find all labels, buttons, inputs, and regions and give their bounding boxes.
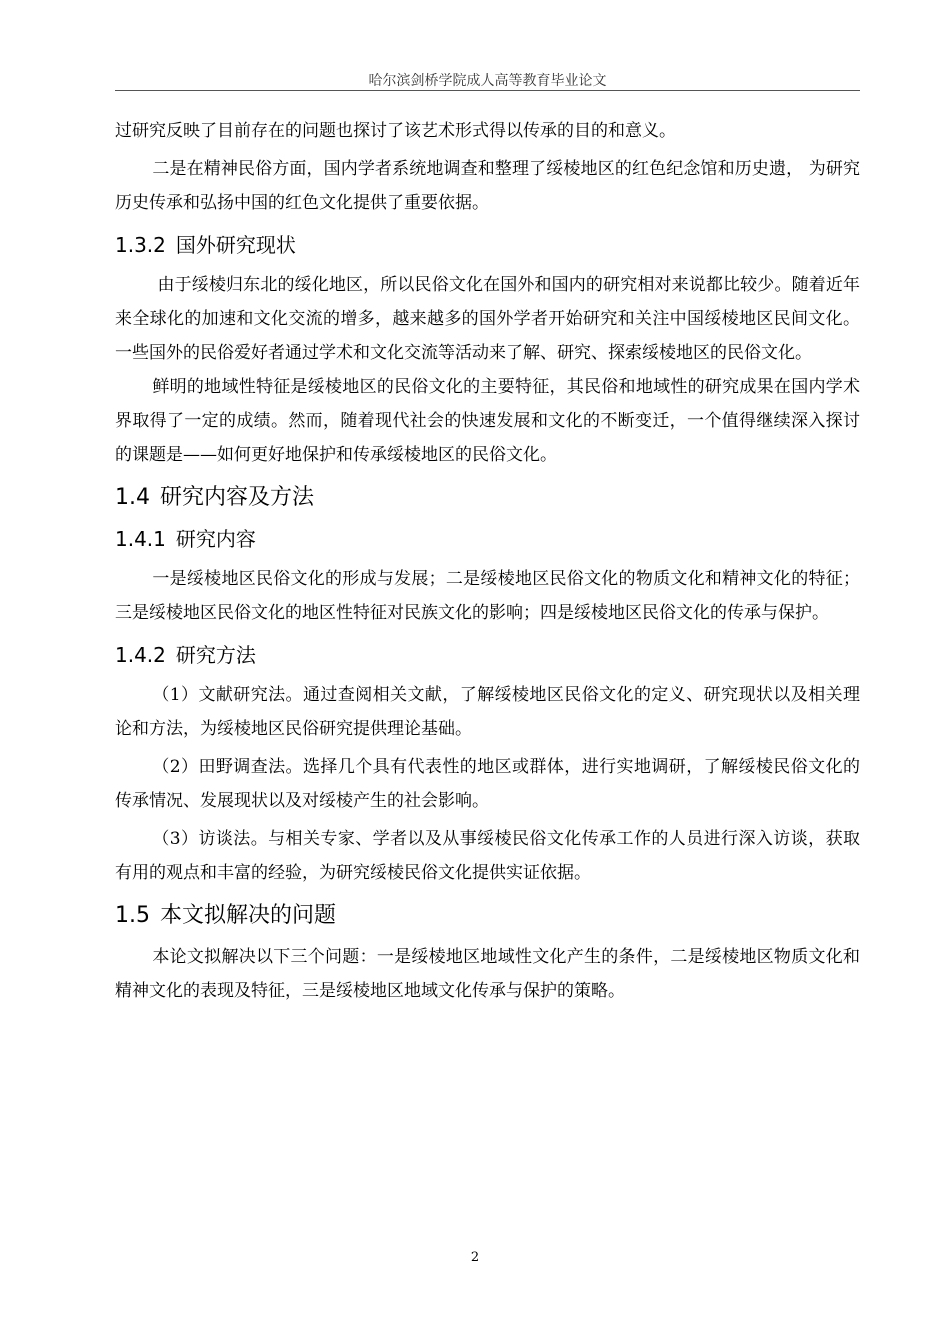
heading-1-3-2 [115, 230, 860, 260]
heading-title: 研究方法 [175, 643, 256, 667]
header-divider [115, 90, 860, 91]
paragraph-continued: 过研究反映了目前存在的问题也探讨了该艺术形式得以传承的目的和意义。 [115, 121, 676, 141]
paragraph-regional-features: 鲜明的地域性特征是绥棱地区的民俗文化的主要特征，其民俗和地域性的研究成果在国内学术界取得了一定的成绩。然而，随着现代社会的快速发展和文化的不断变迁，一个值得继续深入探讨的课题是——如何更好地保护和传承绥棱地区的民俗文化。 [115, 377, 860, 465]
paragraph-method-literature: （1）文献研究法。通过查阅相关文献，了解绥棱地区民俗文化的定义、研究现状以及相关理论和方法，为绥棱地区民俗研究提供理论基础。 [115, 685, 860, 739]
paragraph-spiritual-folk: 二是在精神民俗方面，国内学者系统地调查和整理了绥棱地区的红色纪念馆和历史遗， 为研究历史传承和弘扬中国的红色文化提供了重要依据。 [115, 159, 860, 213]
heading-number: 1.4.2 [115, 643, 166, 667]
heading-number: 1.4.1 [115, 527, 166, 551]
body-text [115, 114, 860, 1008]
paragraph-foreign-research: 由于绥棱归东北的绥化地区，所以民俗文化在国外和国内的研究相对来说都比较少。随着近年来全球化的加速和文化交流的增多，越来越多的国外学者开始研究和关注中国绥棱地区民间文化。一些国外的民俗爱好者通过学术和文化交流等活动来了解、研究、探索绥棱地区的民俗文化。 [115, 275, 860, 363]
paragraph-method-fieldwork: （2）田野调查法。选择几个具有代表性的地区或群体，进行实地调研，了解绥棱民俗文化的传承情况、发展现状以及对绥棱产生的社会影响。 [115, 757, 860, 811]
heading-1-5 [115, 900, 860, 932]
heading-title: 本文拟解决的问题 [160, 903, 337, 928]
heading-1-4 [115, 482, 860, 514]
heading-1-4-2 [115, 640, 860, 670]
heading-number: 1.3.2 [115, 233, 166, 257]
heading-title: 研究内容 [175, 527, 256, 551]
paragraph-research-content: 一是绥棱地区民俗文化的形成与发展；二是绥棱地区民俗文化的物质文化和精神文化的特征；三是绥棱地区民俗文化的地区性特征对民族文化的影响；四是绥棱地区民俗文化的传承与保护。 [115, 569, 860, 623]
paragraph-problems: 本论文拟解决以下三个问题：一是绥棱地区地域性文化产生的条件，二是绥棱地区物质文化和精神文化的表现及特征，三是绥棱地区地域文化传承与保护的策略。 [115, 947, 860, 1001]
heading-1-4-1 [115, 524, 860, 554]
page-number: 2 [470, 1250, 480, 1265]
page-header-title: 哈尔滨剑桥学院成人高等教育毕业论文 [368, 73, 607, 89]
heading-title: 研究内容及方法 [160, 485, 315, 510]
paragraph-method-interview: （3）访谈法。与相关专家、学者以及从事绥棱民俗文化传承工作的人员进行深入访谈，获取有用的观点和丰富的经验，为研究绥棱民俗文化提供实证依据。 [115, 829, 860, 883]
heading-number: 1.4 [115, 485, 150, 510]
heading-number: 1.5 [115, 903, 150, 928]
heading-title: 国外研究现状 [175, 233, 296, 257]
